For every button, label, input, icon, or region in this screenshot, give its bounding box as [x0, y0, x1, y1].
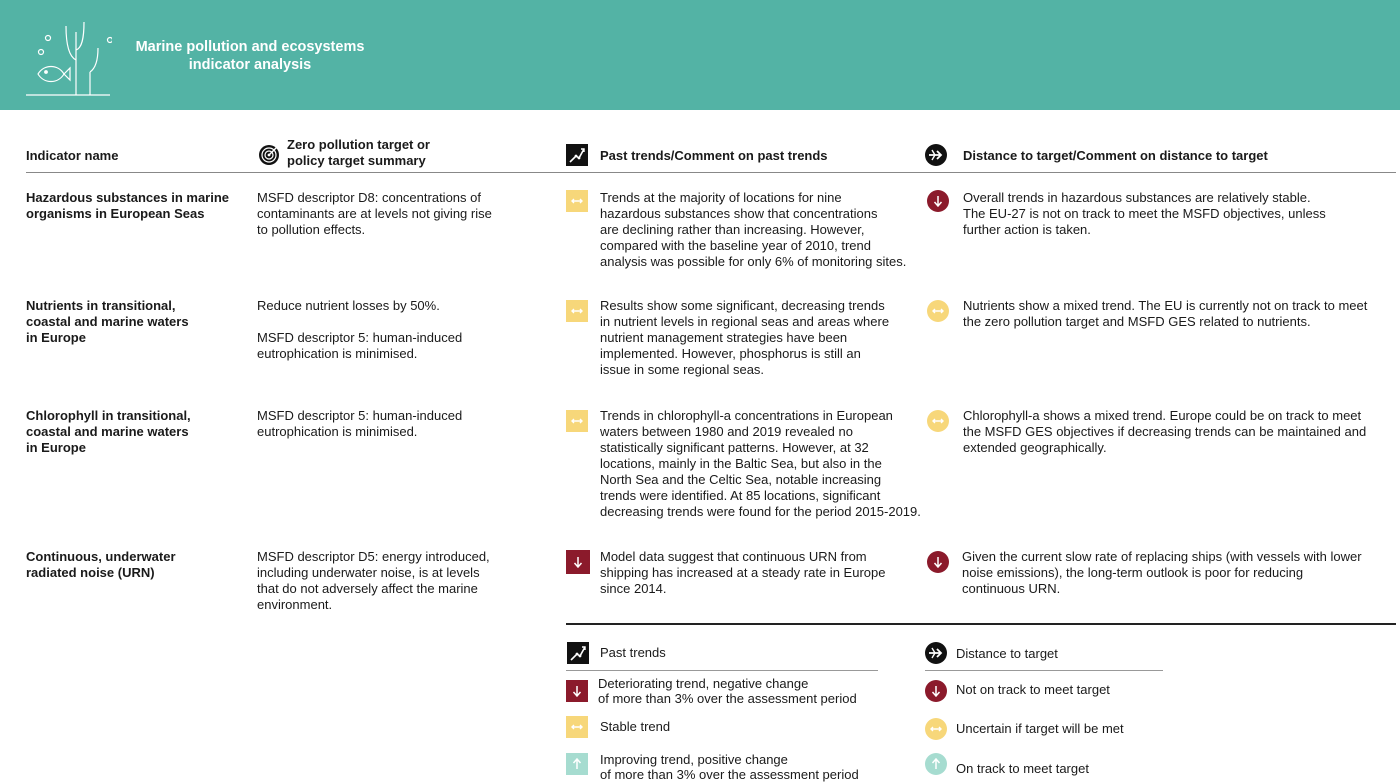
legend-stable-label: Stable trend: [600, 719, 671, 734]
text-line: eutrophication is minimised.: [257, 346, 418, 361]
table-row-target: [257, 549, 557, 613]
deteriorating-trend-icon: [566, 680, 588, 702]
table-row-indicator: [26, 549, 246, 581]
column-header-indicator: Indicator name: [26, 148, 119, 163]
text-line: hazardous substances show that concentrations: [600, 206, 878, 221]
text-line: trends were identified. At 85 locations, significant: [600, 488, 881, 503]
text-line: continuous URN.: [962, 581, 1061, 596]
table-row-past-trend: [600, 190, 930, 270]
table-row-past-trend: [600, 408, 945, 520]
deteriorating-trend-icon: [566, 550, 590, 574]
table-row-target: [257, 298, 557, 362]
text-line: nutrient management strategies have been: [600, 330, 848, 345]
text-line: in Europe: [26, 440, 86, 455]
text-line: in nutrient levels in regional seas and areas where: [600, 314, 890, 329]
trend-chart-icon: [567, 642, 589, 664]
legend-distance-title: Distance to target: [956, 646, 1058, 661]
legend-on-track-label: On track to meet target: [956, 761, 1089, 776]
trend-chart-icon: [566, 144, 588, 166]
text-line: since 2014.: [600, 581, 667, 596]
text-line: coastal and marine waters: [26, 314, 189, 329]
text-line: organisms in European Seas: [26, 206, 205, 221]
table-row-past-trend: [600, 549, 920, 597]
text-line: extended geographically.: [963, 440, 1107, 455]
text-line: of more than 3% over the assessment period: [600, 767, 859, 782]
legend-divider: [566, 623, 1396, 625]
text-line: compared with the baseline year of 2010, trend: [600, 238, 872, 253]
text-line: Trends at the majority of locations for nine: [600, 190, 842, 205]
text-line: Hazardous substances in marine: [26, 190, 230, 205]
text-line: Continuous, underwater: [26, 549, 176, 564]
column-header-past-trends: Past trends/Comment on past trends: [600, 148, 828, 163]
legend-not-on-track-label: Not on track to meet target: [956, 682, 1110, 697]
text-line: contaminants are at levels not giving rise: [257, 206, 492, 221]
text-line: MSFD descriptor D8: concentrations of: [257, 190, 481, 205]
text-line: of more than 3% over the assessment period: [598, 691, 857, 706]
text-line: decreasing trends were found for the period 2015-2019.: [600, 504, 921, 519]
legend-distance-divider: [925, 670, 1163, 671]
text-line: waters between 1980 and 2019 revealed no: [600, 424, 853, 439]
legend-past-trends-title: Past trends: [600, 645, 666, 660]
text-line: Chlorophyll-a shows a mixed trend. Europe could be on track to meet: [963, 408, 1362, 423]
text-line: eutrophication is minimised.: [257, 424, 418, 439]
title-line-2: indicator analysis: [188, 57, 312, 73]
column-header-distance: Distance to target/Comment on distance to target: [963, 148, 1268, 163]
text-line: implemented. However, phosphorus is still an: [600, 346, 861, 361]
text-line: the zero pollution target and MSFD GES related to nutrients.: [963, 314, 1311, 329]
table-row-distance: [963, 408, 1395, 456]
stable-trend-icon: [566, 410, 588, 432]
text-line: MSFD descriptor 5: human-induced: [257, 330, 463, 345]
text-line: Nutrients in transitional,: [26, 298, 176, 313]
stable-trend-icon: [566, 716, 588, 738]
table-row-target: [257, 190, 557, 238]
direction-arrow-icon: [925, 144, 947, 166]
header-divider: [26, 172, 1396, 173]
text-line: North Sea and the Celtic Sea, notable increasing: [600, 472, 882, 487]
on-track-icon: [925, 753, 947, 775]
text-line: statistically significant patterns. However, at 32: [600, 440, 869, 455]
page-header: [0, 0, 1400, 110]
column-header-target-line-1: Zero pollution target or: [287, 137, 430, 152]
text-line: Improving trend, positive change: [600, 752, 788, 767]
text-line: Overall trends in hazardous substances are relatively stable.: [963, 190, 1311, 205]
table-row-past-trend: [600, 298, 930, 378]
direction-arrow-icon: [925, 642, 947, 664]
table-row-indicator: [26, 408, 246, 456]
text-line: Trends in chlorophyll-a concentrations in European: [600, 408, 893, 423]
title-line-1: Marine pollution and ecosystems: [135, 39, 365, 55]
legend-uncertain-label: Uncertain if target will be met: [956, 721, 1124, 736]
table-row-distance: [963, 190, 1393, 238]
table-row-distance: [962, 549, 1394, 597]
text-line: radiated noise (URN): [26, 565, 155, 580]
text-line: coastal and marine waters: [26, 424, 189, 439]
text-line: the MSFD GES objectives if decreasing trends can be maintained and: [963, 424, 1367, 439]
uncertain-icon: [927, 410, 949, 432]
text-line: noise emissions), the long-term outlook is poor for reducing: [962, 565, 1304, 580]
text-line: locations, mainly in the Baltic Sea, but also in the: [600, 456, 882, 471]
text-line: Deteriorating trend, negative change: [598, 676, 809, 691]
marine-ecosystem-illustration-icon: [24, 12, 112, 98]
text-line: The EU-27 is not on track to meet the MSFD objectives, unless: [963, 206, 1326, 221]
text-line: Reduce nutrient losses by 50%.: [257, 298, 440, 313]
text-line: analysis was possible for only 6% of monitoring sites.: [600, 254, 907, 269]
column-header-target: [287, 137, 430, 169]
text-line: are declining rather than increasing. However,: [600, 222, 865, 237]
column-header-target-line-2: policy target summary: [287, 153, 426, 168]
text-line: shipping has increased at a steady rate in Europe: [600, 565, 886, 580]
text-line: issue in some regional seas.: [600, 362, 765, 377]
stable-trend-icon: [566, 300, 588, 322]
text-line: Nutrients show a mixed trend. The EU is currently not on track to meet: [963, 298, 1368, 313]
table-row-distance: [963, 298, 1395, 330]
target-icon: [258, 144, 280, 166]
uncertain-icon: [925, 718, 947, 740]
table-row-target: [257, 408, 557, 440]
text-line: in Europe: [26, 330, 86, 345]
legend-improving-label: [600, 752, 859, 782]
text-line: Results show some significant, decreasing trends: [600, 298, 885, 313]
text-line: including underwater noise, is at levels: [257, 565, 480, 580]
text-line: MSFD descriptor 5: human-induced: [257, 408, 463, 423]
text-line: Chlorophyll in transitional,: [26, 408, 191, 423]
table-row-indicator: [26, 298, 246, 346]
legend-deteriorating-label: [598, 676, 857, 706]
legend-past-divider: [566, 670, 878, 671]
stable-trend-icon: [566, 190, 588, 212]
text-line: Given the current slow rate of replacing ships (with vessels with lower: [962, 549, 1362, 564]
text-line: that do not adversely affect the marine: [257, 581, 478, 596]
not-on-track-icon: [927, 551, 949, 573]
not-on-track-icon: [925, 680, 947, 702]
text-line: environment.: [257, 597, 333, 612]
uncertain-icon: [927, 300, 949, 322]
table-row-indicator: [26, 190, 246, 222]
page-title: [126, 38, 374, 74]
text-line: MSFD descriptor D5: energy introduced,: [257, 549, 490, 564]
text-line: Model data suggest that continuous URN from: [600, 549, 867, 564]
text-line: to pollution effects.: [257, 222, 366, 237]
improving-trend-icon: [566, 753, 588, 775]
not-on-track-icon: [927, 190, 949, 212]
text-line: further action is taken.: [963, 222, 1091, 237]
